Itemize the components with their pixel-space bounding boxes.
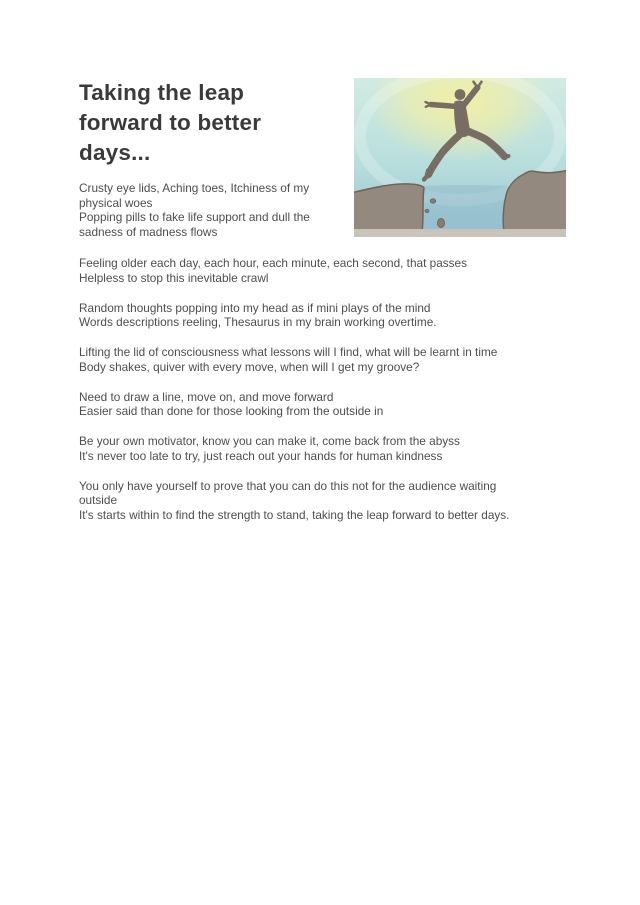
header-row: [79, 78, 566, 239]
figure-outstretched-arm: [431, 105, 457, 107]
poem-line: sadness of madness flows: [79, 224, 218, 239]
poem-line: outside: [79, 493, 118, 508]
pebble: [430, 199, 436, 203]
poem-line: You only have yourself to prove that you can do this not for the audience waiting: [79, 478, 497, 493]
poem-line: Easier said than done for those looking from the outside in: [79, 404, 384, 419]
poem-line: Lifting the lid of consciousness what lessons will I find, what will be learnt in time: [79, 345, 498, 360]
poem-stanza: [79, 301, 566, 330]
poem-stanza: [79, 345, 566, 374]
leap-illustration-svg: [354, 78, 566, 237]
poem-line: Body shakes, quiver with every move, when will I get my groove?: [79, 359, 420, 374]
page-title-line: days...: [79, 140, 151, 165]
poem-stanza: [79, 256, 566, 285]
document-content: [79, 78, 566, 538]
figure-front-foot: [505, 156, 509, 157]
poem-line: physical woes: [79, 195, 153, 210]
poem-line: Feeling older each day, each hour, each minute, each second, that passes: [79, 256, 468, 271]
poem-stanza: [79, 181, 354, 239]
poem-line: It's never too late to try, just reach out your hands for human kindness: [79, 448, 443, 463]
poem-line: Crusty eye lids, Aching toes, Itchiness of my: [79, 181, 310, 195]
left-cliff: [354, 184, 424, 232]
poem-stanza: [79, 390, 566, 419]
poem-body: [79, 256, 566, 522]
poem-line: Helpless to stop this inevitable crawl: [79, 270, 269, 285]
figure-head: [455, 89, 466, 100]
pebble: [425, 209, 429, 212]
poem-stanza: [79, 479, 566, 523]
poem-line: It's starts within to find the strength to stand, taking the leap forward to better days.: [79, 507, 510, 522]
title-column: [79, 78, 354, 239]
poem-stanza: [79, 434, 566, 463]
ground-strip: [354, 229, 566, 237]
poem-line: Words descriptions reeling, Thesaurus in my brain working overtime.: [79, 315, 437, 330]
poem-line: Need to draw a line, move on, and move forward: [79, 389, 334, 404]
leap-illustration: [354, 78, 566, 237]
poem-line: Be your own motivator, know you can make it, come back from the abyss: [79, 434, 460, 449]
poem-line: Popping pills to fake life support and dull the: [79, 210, 310, 225]
page-title-line: forward to better: [79, 110, 262, 135]
pebble: [437, 218, 444, 227]
page-title-line: Taking the leap: [79, 80, 245, 105]
page-title: [79, 78, 354, 168]
poem-line: Random thoughts popping into my head as if mini plays of the mind: [79, 300, 431, 315]
